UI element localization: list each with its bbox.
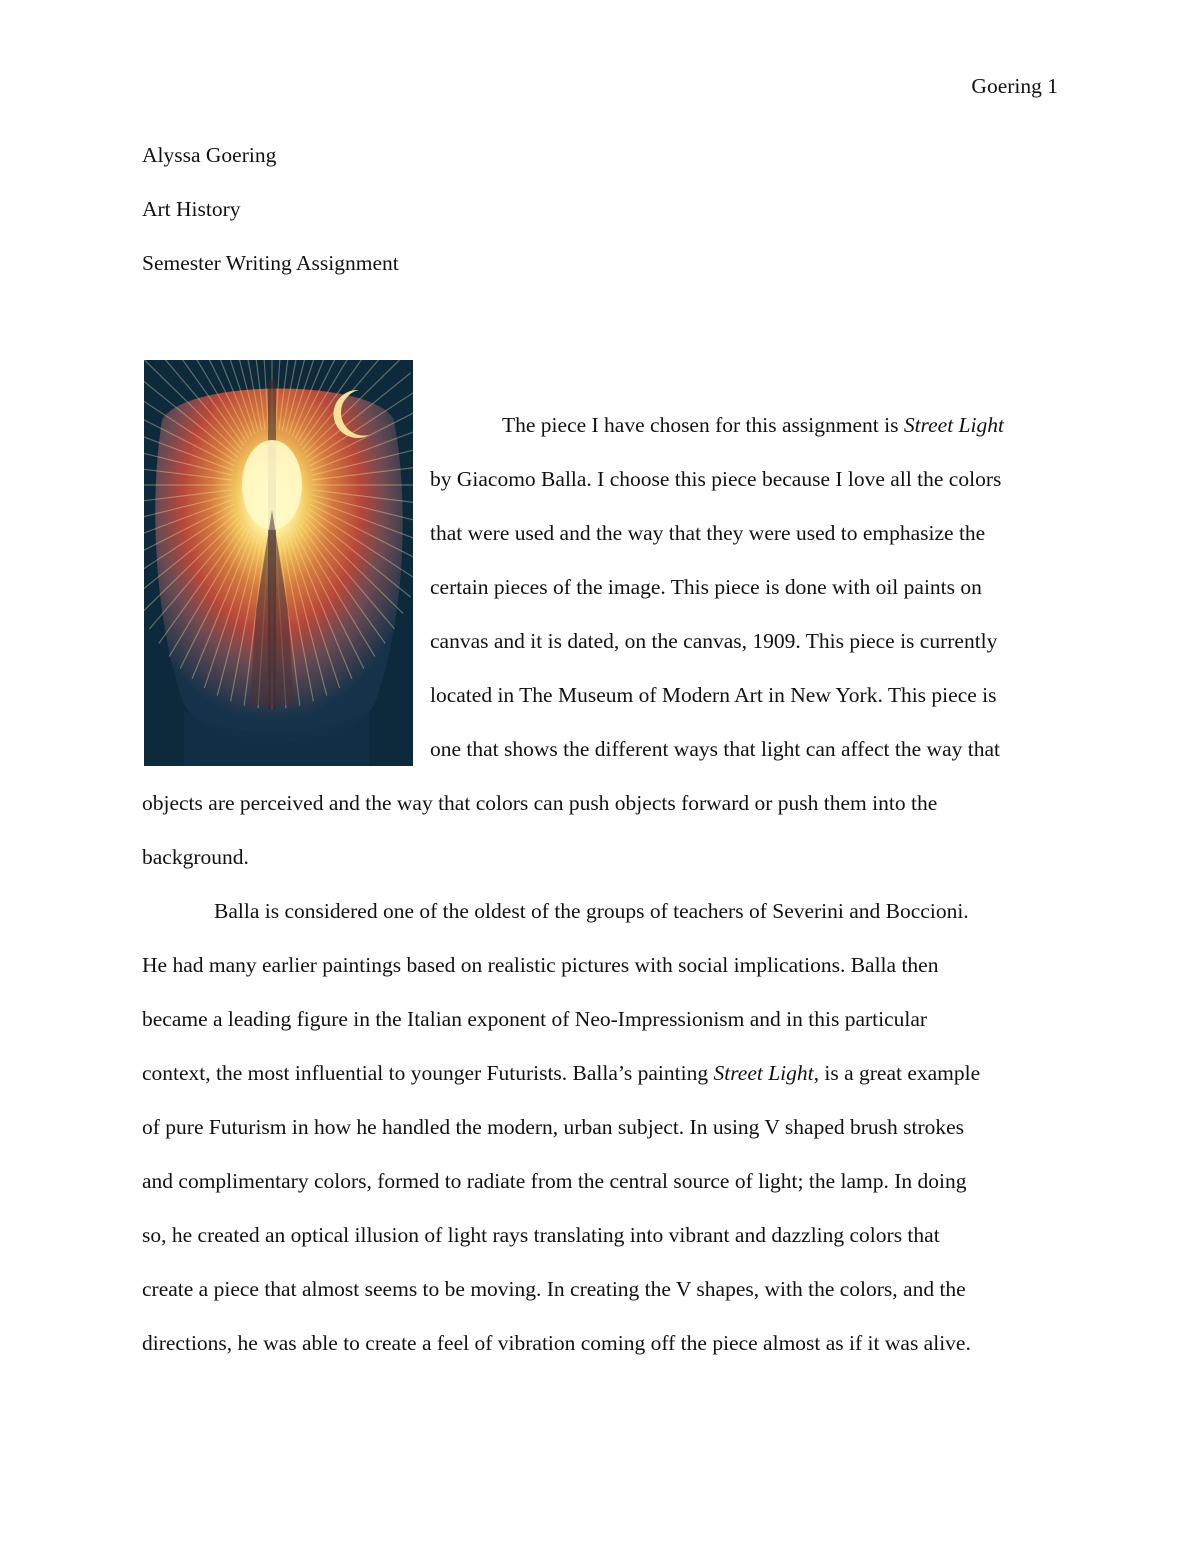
artwork-title: Street Light (713, 1061, 814, 1085)
p2-line-8: create a piece that almost seems to be moving. In creating the V shapes, with the colors, and the (142, 1277, 966, 1301)
p2-line-4 (142, 1061, 980, 1086)
p1-text: The piece I have chosen for this assignment is (502, 413, 904, 437)
p2-line-3: became a leading figure in the Italian exponent of Neo-Impressionism and in this particular (142, 1007, 928, 1031)
course-name: Art History (142, 197, 241, 221)
p1-line-9: background. (142, 845, 249, 869)
p1-line-8: objects are perceived and the way that colors can push objects forward or push them into the (142, 791, 938, 815)
author-name: Alyssa Goering (142, 143, 277, 167)
p1-line-4: certain pieces of the image. This piece is done with oil paints on (430, 575, 982, 599)
p1-line-5: canvas and it is dated, on the canvas, 1909. This piece is currently (430, 629, 998, 653)
p1-line-3: that were used and the way that they were used to emphasize the (430, 521, 986, 545)
p2-text: , is a great example (813, 1061, 981, 1085)
p2-line-6: and complimentary colors, formed to radiate from the central source of light; the lamp. In doing (142, 1169, 967, 1193)
assignment-title: Semester Writing Assignment (142, 251, 399, 275)
p1-line-1 (430, 413, 1004, 438)
p2-line-1: Balla is considered one of the oldest of the groups of teachers of Severini and Boccioni. (214, 899, 969, 923)
p2-line-9: directions, he was able to create a feel of vibration coming off the piece almost as if it was alive. (142, 1331, 971, 1355)
p1-line-6: located in The Museum of Modern Art in New York. This piece is (430, 683, 997, 707)
p1-line-7: one that shows the different ways that light can affect the way that (430, 737, 1000, 761)
running-head: Goering 1 (971, 74, 1058, 98)
p2-line-5: of pure Futurism in how he handled the modern, urban subject. In using V shaped brush strokes (142, 1115, 965, 1139)
street-light-painting (144, 360, 413, 766)
p2-line-7: so, he created an optical illusion of light rays translating into vibrant and dazzling colors that (142, 1223, 940, 1247)
p2-text: context, the most influential to younger Futurists. Balla’s painting (142, 1061, 714, 1085)
p1-line-2: by Giacomo Balla. I choose this piece because I love all the colors (430, 467, 1002, 491)
artwork-title: Street Light (903, 413, 1004, 437)
p2-line-2: He had many earlier paintings based on realistic pictures with social implications. Balla then (142, 953, 939, 977)
